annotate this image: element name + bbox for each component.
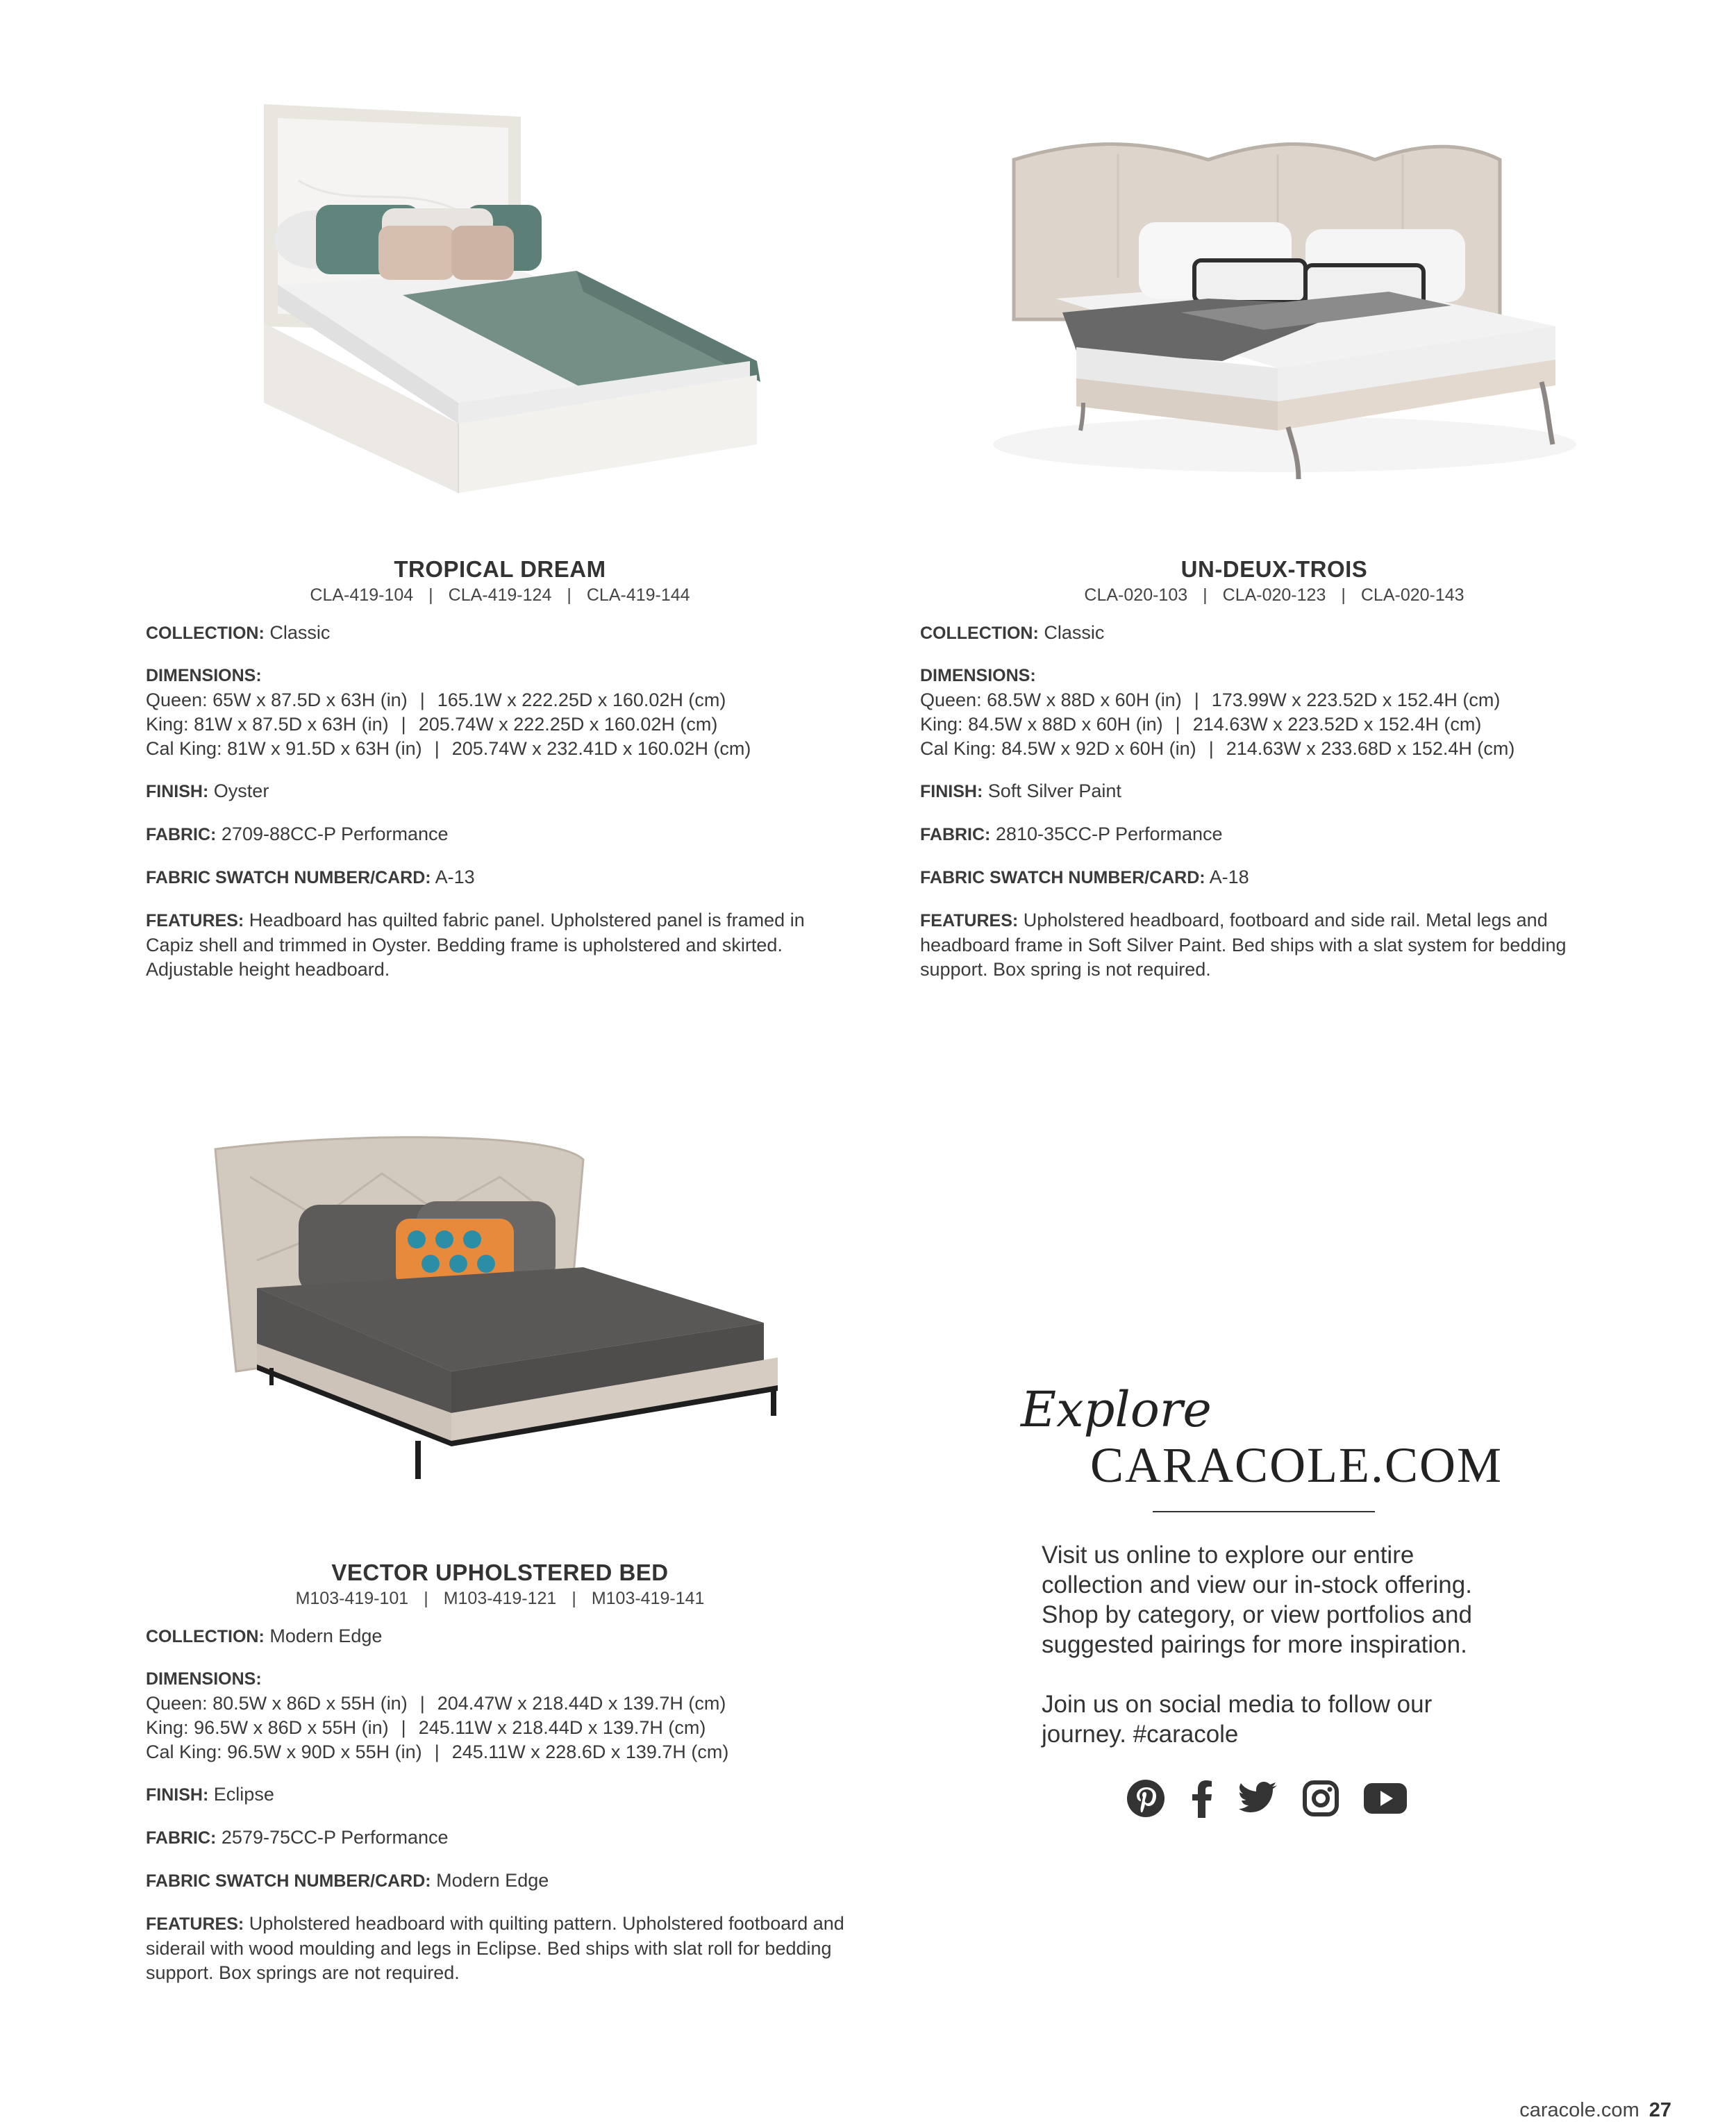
dimension-line: [146, 1740, 854, 1764]
dimensions-row: [920, 664, 1628, 761]
divider: [1153, 1511, 1375, 1512]
swatch-row: [146, 1869, 854, 1894]
dimension-imperial: 84.5W x 92D x 60H (in): [1001, 738, 1196, 759]
explore-script-heading: Explore: [1021, 1381, 1212, 1438]
dimension-metric: 204.47W x 218.44D x 139.7H (cm): [437, 1693, 726, 1714]
product-title: TROPICAL DREAM: [394, 556, 606, 582]
finish-value: Eclipse: [213, 1784, 274, 1805]
youtube-icon[interactable]: [1364, 1783, 1407, 1814]
sku: M103-419-141: [591, 1589, 705, 1608]
vector-bed-image: [208, 1135, 778, 1482]
dimension-imperial: 96.5W x 90D x 55H (in): [227, 1741, 422, 1762]
fabric-label: FABRIC:: [146, 825, 217, 844]
sku-line: [146, 583, 854, 607]
sku: M103-419-101: [295, 1589, 409, 1608]
dimension-size: Cal King:: [920, 738, 996, 759]
finish-row: [146, 1782, 854, 1807]
fabric-row: [146, 822, 854, 847]
sku-separator: |: [1203, 585, 1208, 605]
facebook-icon[interactable]: [1190, 1779, 1214, 1818]
explore-copy: [1042, 1540, 1486, 1749]
sku-line: [146, 1587, 854, 1610]
dimension-metric: 165.1W x 222.25D x 160.02H (cm): [437, 690, 726, 710]
collection-row: [146, 621, 854, 646]
dimension-separator: |: [419, 690, 425, 710]
sku: M103-419-121: [443, 1589, 557, 1608]
dimension-imperial: 80.5W x 86D x 55H (in): [212, 1693, 408, 1714]
swatch-row: [146, 865, 854, 890]
sku: CLA-419-124: [448, 585, 552, 605]
dimensions-row: [146, 1667, 854, 1764]
features-row: [146, 908, 854, 982]
dimension-imperial: 81W x 87.5D x 63H (in): [194, 714, 389, 735]
dimension-separator: |: [419, 1693, 425, 1714]
swatch-value: Modern Edge: [436, 1870, 549, 1891]
twitter-icon[interactable]: [1239, 1781, 1278, 1816]
dimension-separator: |: [434, 738, 440, 759]
un-deux-trois-bed-image: [972, 139, 1583, 486]
dimension-metric: 245.11W x 228.6D x 139.7H (cm): [451, 1741, 729, 1762]
page-footer: [1519, 2099, 1671, 2122]
fabric-value: 2810-35CC-P Performance: [995, 824, 1223, 844]
product-title: UN-DEUX-TROIS: [1180, 556, 1368, 582]
dimension-size: Queen:: [920, 690, 982, 710]
features-label: FEATURES:: [920, 911, 1019, 930]
dimension-separator: |: [401, 714, 406, 735]
dimension-imperial: 65W x 87.5D x 63H (in): [212, 690, 408, 710]
sku-separator: |: [428, 585, 433, 605]
dimensions-label: DIMENSIONS:: [920, 666, 1036, 685]
finish-label: FINISH:: [146, 1785, 209, 1805]
dimensions-label: DIMENSIONS:: [146, 1669, 262, 1689]
collection-value: Modern Edge: [269, 1626, 383, 1646]
product-vector-upholstered-bed: [146, 1559, 854, 2003]
collection-value: Classic: [1044, 622, 1105, 643]
features-value: Headboard has quilted fabric panel. Upholstered panel is framed in Capiz shell and trimmed in Oyster. Bedding frame is upholstered and skirted. Adjustable height headboard.: [146, 910, 805, 980]
tropical-dream-bed-image: [250, 97, 778, 500]
dimension-metric: 214.63W x 233.68D x 152.4H (cm): [1226, 738, 1515, 759]
dimension-metric: 173.99W x 223.52D x 152.4H (cm): [1211, 690, 1501, 710]
fabric-value: 2709-88CC-P Performance: [221, 824, 449, 844]
dimension-imperial: 81W x 91.5D x 63H (in): [227, 738, 422, 759]
fabric-label: FABRIC:: [920, 825, 991, 844]
sku-separator: |: [567, 585, 571, 605]
features-value: Upholstered headboard, footboard and side rail. Metal legs and headboard frame in Soft Silver Paint. Bed ships with a slat system for bedding support. Box spring is not required.: [920, 910, 1567, 980]
dimension-metric: 245.11W x 218.44D x 139.7H (cm): [418, 1717, 706, 1738]
swatch-row: [920, 865, 1628, 890]
dimension-size: King:: [146, 1717, 189, 1738]
social-icons: [1126, 1779, 1528, 1818]
dimension-metric: 214.63W x 223.52D x 152.4H (cm): [1192, 714, 1482, 735]
product-title: VECTOR UPHOLSTERED BED: [331, 1560, 669, 1585]
dimension-line: [146, 688, 854, 712]
dimension-size: Cal King:: [146, 1741, 222, 1762]
dimension-line: [146, 712, 854, 737]
dimension-imperial: 68.5W x 88D x 60H (in): [987, 690, 1182, 710]
swatch-label: FABRIC SWATCH NUMBER/CARD:: [146, 868, 431, 887]
fabric-value: 2579-75CC-P Performance: [221, 1827, 449, 1848]
dimension-separator: |: [434, 1741, 440, 1762]
sku-line: [920, 583, 1628, 607]
dimension-imperial: 84.5W x 88D x 60H (in): [968, 714, 1163, 735]
dimension-imperial: 96.5W x 86D x 55H (in): [194, 1717, 389, 1738]
collection-value: Classic: [269, 622, 331, 643]
dimension-separator: |: [1175, 714, 1180, 735]
dimension-line: [920, 688, 1628, 712]
sku: CLA-020-123: [1222, 585, 1326, 605]
explore-promo: [1000, 1382, 1528, 1818]
collection-row: [146, 1624, 854, 1649]
collection-row: [920, 621, 1628, 646]
finish-label: FINISH:: [146, 782, 209, 801]
sku-separator: |: [1341, 585, 1346, 605]
finish-row: [146, 779, 854, 804]
dimension-line: [146, 1716, 854, 1740]
sku: CLA-020-143: [1360, 585, 1464, 605]
sku: CLA-419-144: [586, 585, 690, 605]
dimension-line: [146, 737, 854, 761]
sku-separator: |: [571, 1589, 576, 1608]
dimension-metric: 205.74W x 222.25D x 160.02H (cm): [418, 714, 718, 735]
finish-value: Oyster: [213, 780, 269, 801]
dimension-separator: |: [1208, 738, 1214, 759]
sku-separator: |: [424, 1589, 428, 1608]
finish-row: [920, 779, 1628, 804]
footer-site[interactable]: caracole.com: [1519, 2099, 1639, 2121]
explore-paragraph: Join us on social media to follow our journey. #caracole: [1042, 1691, 1433, 1748]
dimension-line: [920, 712, 1628, 737]
collection-label: COLLECTION:: [146, 1627, 265, 1646]
dimension-line: [146, 1691, 854, 1716]
swatch-value: A-13: [435, 867, 475, 887]
dimension-separator: |: [1194, 690, 1199, 710]
pinterest-icon[interactable]: [1126, 1779, 1165, 1818]
fabric-row: [146, 1826, 854, 1851]
features-row: [146, 1912, 854, 1985]
features-row: [920, 908, 1628, 982]
dimensions-row: [146, 664, 854, 761]
explore-paragraph: Visit us online to explore our entire collection and view our in-stock offering. Shop by category, or view portfolios and suggested pairings for more inspiration.: [1042, 1542, 1472, 1658]
swatch-value: A-18: [1209, 867, 1249, 887]
finish-value: Soft Silver Paint: [987, 780, 1121, 801]
swatch-label: FABRIC SWATCH NUMBER/CARD:: [920, 868, 1205, 887]
dimension-size: Queen:: [146, 690, 208, 710]
collection-label: COLLECTION:: [920, 624, 1039, 643]
sku: CLA-020-103: [1084, 585, 1188, 605]
fabric-row: [920, 822, 1628, 847]
fabric-label: FABRIC:: [146, 1828, 217, 1848]
dimension-size: King:: [146, 714, 189, 735]
explore-site-heading[interactable]: CARACOLE.COM: [1090, 1437, 1503, 1493]
features-value: Upholstered headboard with quilting pattern. Upholstered footboard and siderail with wood moulding and legs in Eclipse. Bed ships with slat roll for bedding support. Box springs are not required.: [146, 1913, 844, 1983]
features-label: FEATURES:: [146, 911, 244, 930]
product-tropical-dream: [146, 555, 854, 1000]
collection-label: COLLECTION:: [146, 624, 265, 643]
features-label: FEATURES:: [146, 1914, 244, 1934]
product-un-deux-trois: [920, 555, 1628, 1000]
dimension-line: [920, 737, 1628, 761]
page-number: 27: [1649, 2099, 1671, 2121]
dimension-size: Queen:: [146, 1693, 208, 1714]
swatch-label: FABRIC SWATCH NUMBER/CARD:: [146, 1871, 431, 1891]
dimension-separator: |: [401, 1717, 406, 1738]
instagram-icon[interactable]: [1303, 1780, 1339, 1816]
sku: CLA-419-104: [310, 585, 414, 605]
dimension-size: Cal King:: [146, 738, 222, 759]
dimension-size: King:: [920, 714, 963, 735]
dimension-metric: 205.74W x 232.41D x 160.02H (cm): [451, 738, 751, 759]
dimensions-label: DIMENSIONS:: [146, 666, 262, 685]
finish-label: FINISH:: [920, 782, 983, 801]
